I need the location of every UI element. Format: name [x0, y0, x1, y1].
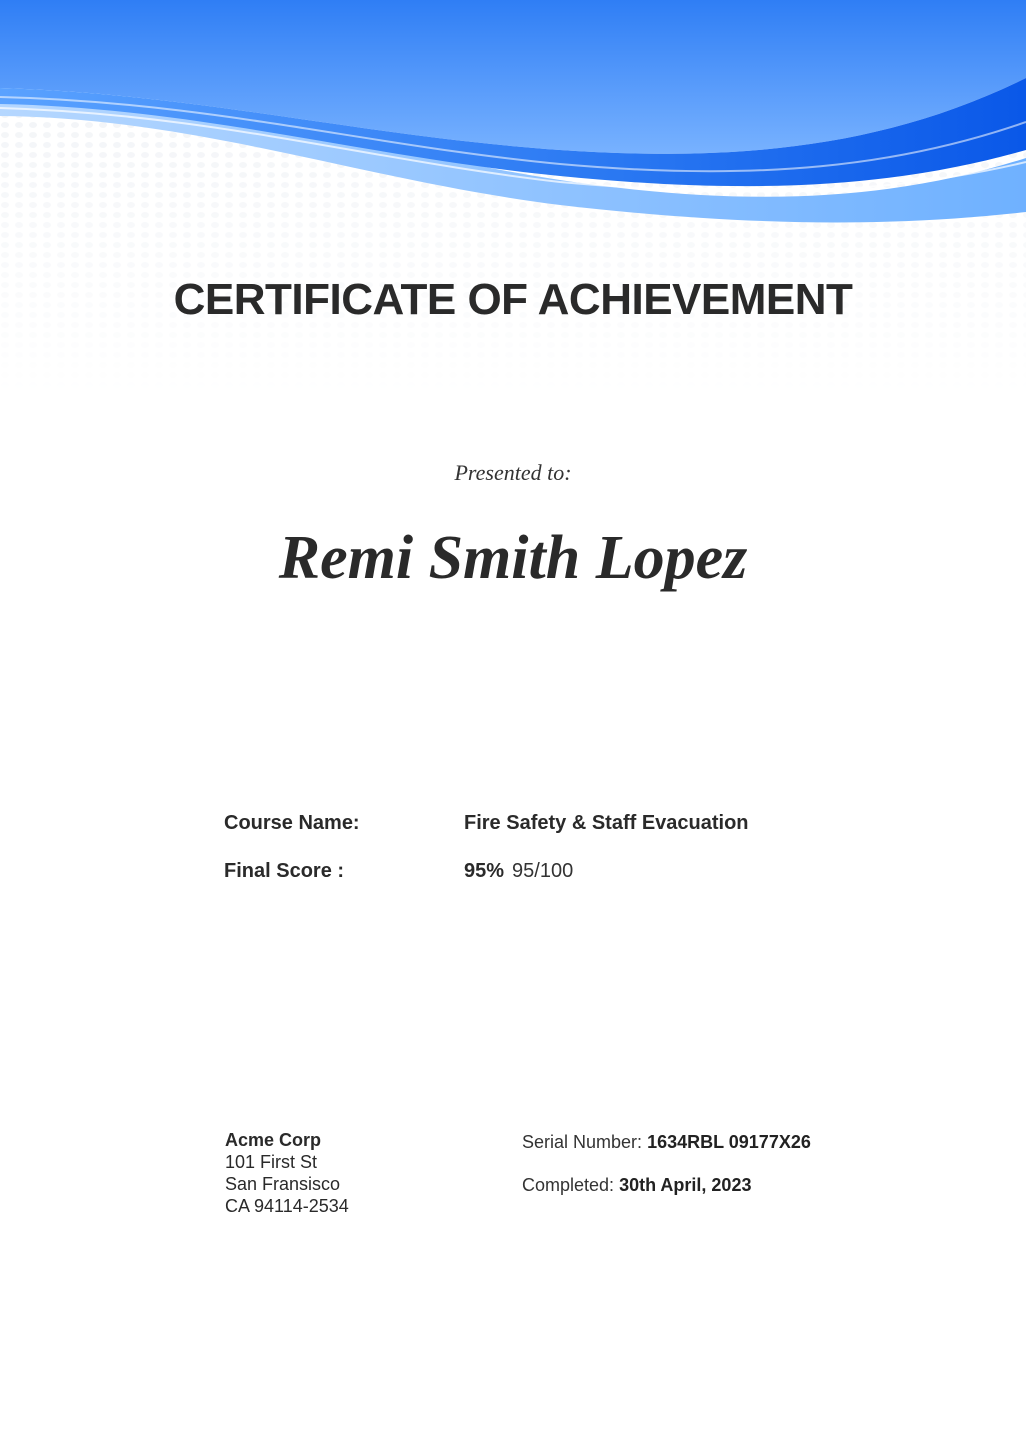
- score-raw: 95/100: [512, 860, 574, 882]
- address-line-3: CA 94114-2534: [225, 1196, 349, 1216]
- serial-number-line: [522, 1130, 962, 1154]
- serial-number-label: Serial Number:: [522, 1132, 643, 1152]
- score-value: [464, 857, 573, 885]
- organization-name: Acme Corp: [225, 1130, 322, 1150]
- address-line-1: 101 First St: [225, 1152, 318, 1172]
- organization-address: [225, 1129, 485, 1217]
- score-percent: 95%: [464, 860, 505, 882]
- presented-to-label: Presented to:: [454, 460, 572, 485]
- course-label: Course Name:: [224, 812, 360, 834]
- recipient-name: Remi Smith Lopez: [278, 524, 748, 592]
- completed-value: 30th April, 2023: [619, 1175, 752, 1195]
- score-row: [224, 857, 844, 885]
- completed-label: Completed:: [522, 1175, 615, 1195]
- certificate-title: CERTIFICATE OF ACHIEVEMENT: [173, 275, 853, 324]
- score-label: Final Score :: [224, 860, 345, 882]
- course-row: [224, 809, 844, 837]
- serial-number-value: 1634RBL 09177X26: [647, 1132, 811, 1152]
- header-wave-decoration: [0, 0, 1026, 400]
- course-value: Fire Safety & Staff Evacuation: [464, 812, 749, 834]
- address-line-2: San Fransisco: [225, 1174, 341, 1194]
- completed-date-line: [522, 1173, 962, 1197]
